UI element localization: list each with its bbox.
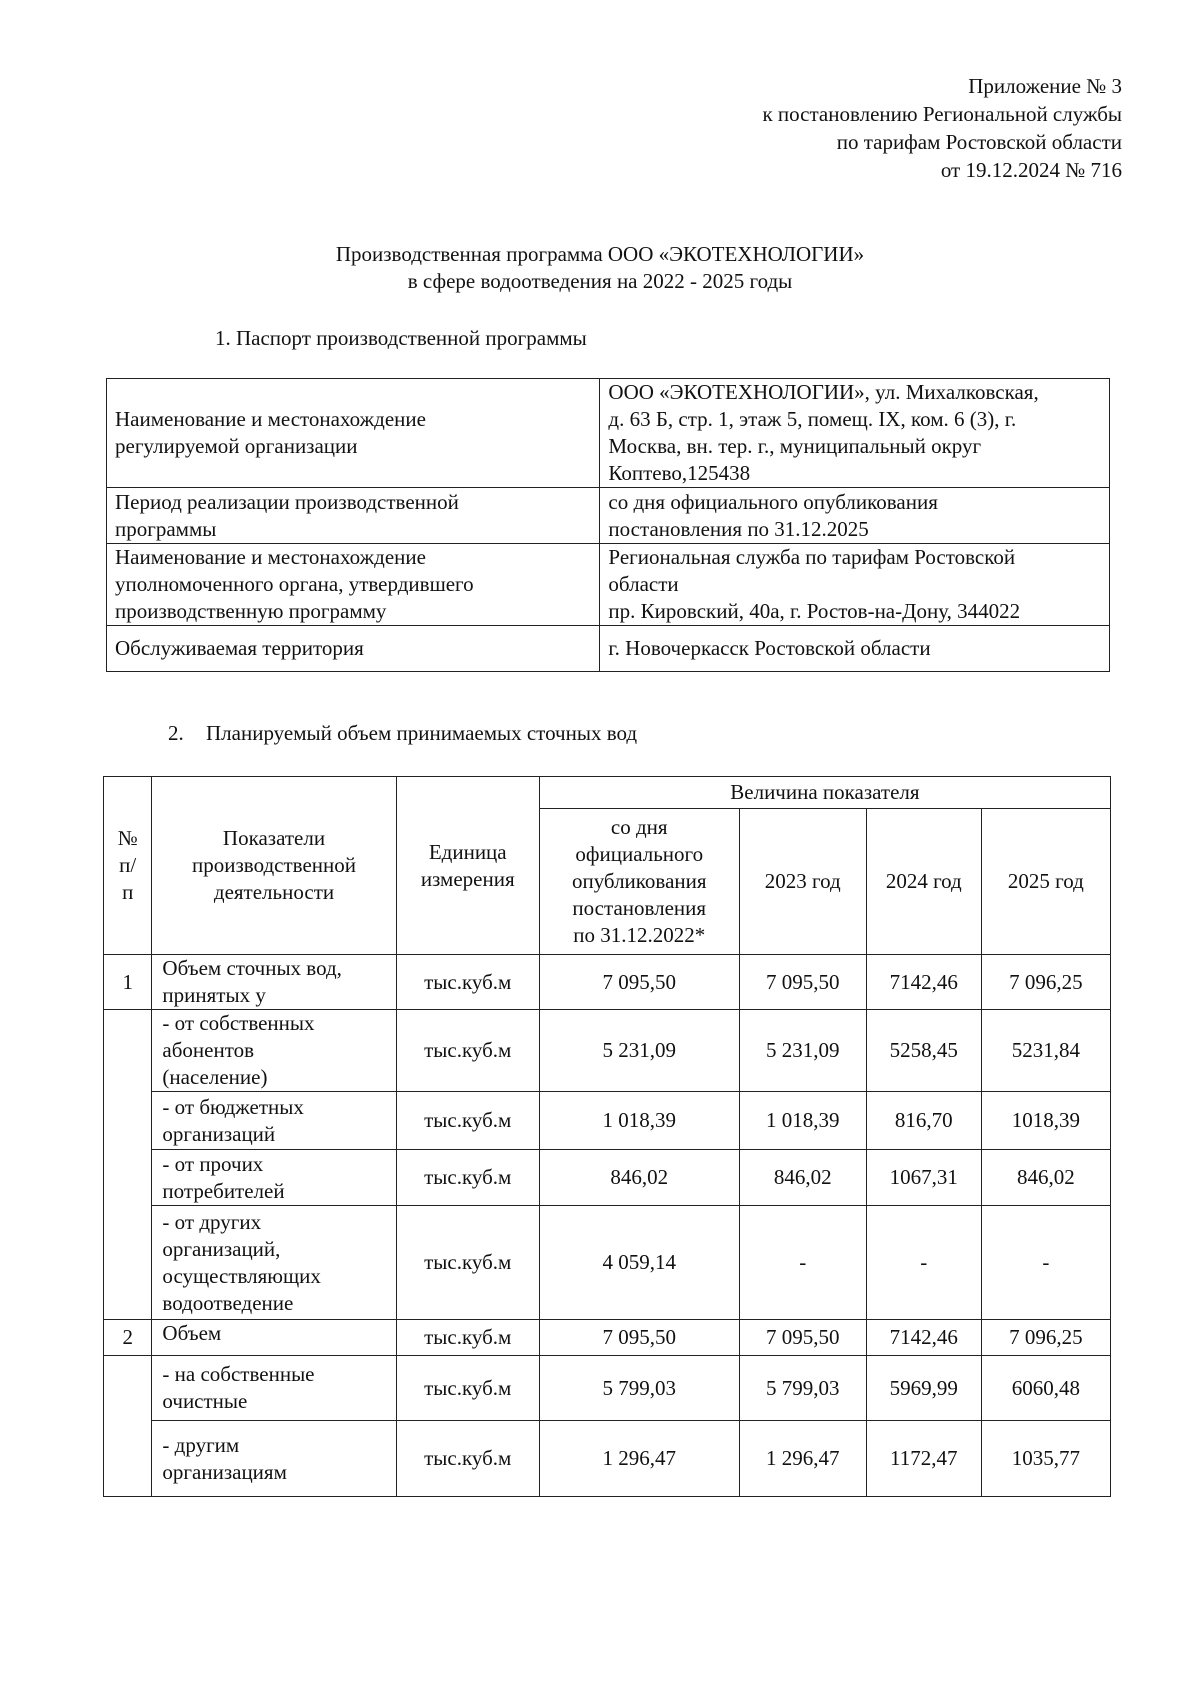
table-row — [104, 1092, 1111, 1150]
header-unit — [396, 777, 539, 955]
indicator-line: потребителей — [162, 1178, 285, 1203]
value-cell: 7142,46 — [866, 955, 981, 1010]
indicator-line: (население) — [162, 1065, 268, 1089]
value-cell: 5 799,03 — [739, 1356, 866, 1421]
indicator-line: очистные — [162, 1389, 248, 1413]
value-cell: 5969,99 — [866, 1356, 981, 1421]
header-value-group: Величина показателя — [539, 777, 1110, 809]
header-2024: 2024 год — [866, 809, 981, 955]
section-2-heading — [168, 720, 637, 747]
program-title — [0, 241, 1200, 295]
appendix-line: по тарифам Ростовской области — [836, 130, 1122, 154]
section-1-heading: 1. Паспорт производственной программы — [215, 326, 587, 350]
passport-value-line: г. Новочеркасск Ростовской области — [608, 636, 931, 660]
value-cell: 846,02 — [981, 1150, 1110, 1206]
indicator-line: - на собственные — [162, 1362, 315, 1386]
passport-value-line: ООО «ЭКОТЕХНОЛОГИИ», ул. Михалковская, — [608, 380, 1039, 404]
indicator-cell — [152, 1356, 396, 1421]
program-title-line: в сфере водоотведения на 2022 - 2025 годы — [407, 269, 793, 293]
value-cell: 7 095,50 — [539, 1320, 739, 1356]
passport-label-line: производственную программу — [115, 599, 387, 623]
passport-value — [600, 379, 1110, 488]
indicator-line: осуществляющих — [162, 1263, 321, 1288]
header-period-line: по 31.12.2022* — [573, 923, 706, 947]
indicator-line: - от бюджетных — [162, 1094, 304, 1119]
header-period-line: официального — [575, 842, 704, 866]
value-cell: - — [739, 1206, 866, 1320]
table-row — [104, 1320, 1111, 1356]
header-no-line: п — [122, 880, 134, 904]
value-cell: 1 296,47 — [739, 1421, 866, 1497]
indicator-cell — [152, 1320, 396, 1356]
value-cell: - — [981, 1206, 1110, 1320]
row-number: 1 — [104, 955, 152, 1010]
table-row — [104, 955, 1111, 1010]
program-title-line: Производственная программа ООО «ЭКОТЕХНОЛОГИИ» — [335, 242, 865, 266]
indicator-line: организаций — [162, 1121, 276, 1146]
indicator-line: абонентов — [162, 1038, 255, 1062]
value-cell: 5 231,09 — [739, 1010, 866, 1092]
section-2-title: Планируемый объем принимаемых сточных вод — [206, 721, 638, 745]
passport-label-line: Наименование и местонахождение — [115, 545, 426, 569]
passport-row — [107, 379, 1110, 488]
value-cell: 7 096,25 — [981, 955, 1110, 1010]
header-period-line: постановления — [572, 896, 707, 920]
header-indicator-line: деятельности — [213, 880, 335, 904]
appendix-line: Приложение № 3 — [968, 74, 1122, 98]
value-cell: 5 231,09 — [539, 1010, 739, 1092]
indicator-cell — [152, 1150, 396, 1206]
header-2025: 2025 год — [981, 809, 1110, 955]
indicator-cell — [152, 1092, 396, 1150]
header-indicator-line: Показатели — [222, 826, 326, 850]
passport-label — [107, 626, 600, 672]
value-cell: 1 018,39 — [739, 1092, 866, 1150]
value-cell: - — [866, 1206, 981, 1320]
header-period-line: со дня — [610, 815, 668, 839]
table-row — [104, 1206, 1111, 1320]
value-cell: 7 095,50 — [539, 955, 739, 1010]
passport-row — [107, 626, 1110, 672]
volumes-table — [103, 776, 1111, 1497]
table-row — [104, 1356, 1111, 1421]
passport-label-line: регулируемой организации — [115, 434, 358, 458]
indicator-cell — [152, 1010, 396, 1092]
value-cell: 7142,46 — [866, 1320, 981, 1356]
indicator-line: организаций, — [162, 1236, 281, 1261]
indicator-line: - другим — [162, 1432, 240, 1457]
indicator-line: Объем — [162, 1321, 222, 1345]
section-2-number: 2. — [168, 721, 184, 745]
unit-cell: тыс.куб.м — [396, 1092, 539, 1150]
table-row — [104, 1421, 1111, 1497]
value-cell: 1018,39 — [981, 1092, 1110, 1150]
appendix-header — [762, 72, 1122, 184]
passport-label-line: Обслуживаемая территория — [115, 636, 364, 660]
header-2023: 2023 год — [739, 809, 866, 955]
passport-label-line: Период реализации производственной — [115, 489, 459, 514]
indicator-line: Объем сточных вод, — [162, 956, 342, 980]
passport-label-line: уполномоченного органа, утвердившего — [115, 572, 474, 596]
value-cell: 1172,47 — [866, 1421, 981, 1497]
table-row — [104, 1150, 1111, 1206]
value-cell: 846,02 — [739, 1150, 866, 1206]
unit-cell: тыс.куб.м — [396, 955, 539, 1010]
row-number-empty — [104, 1356, 152, 1497]
row-number: 2 — [104, 1320, 152, 1356]
value-cell: 1 018,39 — [539, 1092, 739, 1150]
passport-value-line: области — [608, 572, 679, 596]
value-cell: 1035,77 — [981, 1421, 1110, 1497]
value-cell: 7 096,25 — [981, 1320, 1110, 1356]
indicator-line: принятых у — [162, 983, 266, 1007]
passport-value-line: д. 63 Б, стр. 1, этаж 5, помещ. IX, ком. 6 (3), г. — [608, 407, 1017, 431]
passport-label — [107, 544, 600, 626]
header-period-2022 — [539, 809, 739, 955]
unit-cell: тыс.куб.м — [396, 1356, 539, 1421]
header-unit-line: измерения — [420, 866, 515, 891]
passport-value-line: Коптево,125438 — [608, 461, 751, 485]
header-no-line: № — [117, 826, 138, 850]
value-cell: 1067,31 — [866, 1150, 981, 1206]
table-row — [104, 1010, 1111, 1092]
indicator-line: - от собственных — [162, 1011, 315, 1035]
indicator-cell — [152, 1421, 396, 1497]
unit-cell: тыс.куб.м — [396, 1150, 539, 1206]
value-cell: 5231,84 — [981, 1010, 1110, 1092]
appendix-line: к постановлению Региональной службы — [762, 102, 1122, 126]
passport-label — [107, 379, 600, 488]
indicator-cell — [152, 955, 396, 1010]
passport-value — [600, 626, 1110, 672]
passport-row — [107, 488, 1110, 544]
passport-label-line: Наименование и местонахождение — [115, 407, 426, 431]
indicator-cell — [152, 1206, 396, 1320]
passport-label — [107, 488, 600, 544]
value-cell: 816,70 — [866, 1092, 981, 1150]
appendix-line: от 19.12.2024 № 716 — [940, 158, 1122, 182]
header-indicator-line: производственной — [192, 853, 356, 877]
passport-value — [600, 488, 1110, 544]
unit-cell: тыс.куб.м — [396, 1320, 539, 1356]
value-cell: 1 296,47 — [539, 1421, 739, 1497]
unit-cell: тыс.куб.м — [396, 1421, 539, 1497]
passport-value-line: Региональная служба по тарифам Ростовской — [608, 545, 1016, 569]
value-cell: 7 095,50 — [739, 1320, 866, 1356]
value-cell: 5258,45 — [866, 1010, 981, 1092]
header-no — [104, 777, 152, 955]
value-cell: 846,02 — [539, 1150, 739, 1206]
header-unit-line: Единица — [428, 839, 507, 864]
passport-value-line: Москва, вн. тер. г., муниципальный округ — [608, 434, 982, 458]
passport-table — [106, 378, 1110, 672]
unit-cell: тыс.куб.м — [396, 1010, 539, 1092]
indicator-line: - от других — [162, 1209, 262, 1234]
passport-value-line: постановления по 31.12.2025 — [608, 516, 869, 541]
indicator-line: водоотведение — [162, 1290, 294, 1315]
passport-row — [107, 544, 1110, 626]
passport-value-line: пр. Кировский, 40а, г. Ростов-на-Дону, 344022 — [608, 599, 1021, 623]
row-number-empty — [104, 1010, 152, 1320]
value-cell: 6060,48 — [981, 1356, 1110, 1421]
indicator-line: организациям — [162, 1459, 287, 1484]
value-cell: 7 095,50 — [739, 955, 866, 1010]
passport-value-line: со дня официального опубликования — [608, 489, 938, 514]
value-cell: 4 059,14 — [539, 1206, 739, 1320]
indicator-line: - от прочих — [162, 1151, 264, 1176]
passport-label-line: программы — [115, 516, 217, 541]
header-period-line: опубликования — [571, 869, 707, 893]
passport-value — [600, 544, 1110, 626]
header-no-line: п/ — [119, 853, 137, 877]
unit-cell: тыс.куб.м — [396, 1206, 539, 1320]
value-cell: 5 799,03 — [539, 1356, 739, 1421]
header-indicator — [152, 777, 396, 955]
